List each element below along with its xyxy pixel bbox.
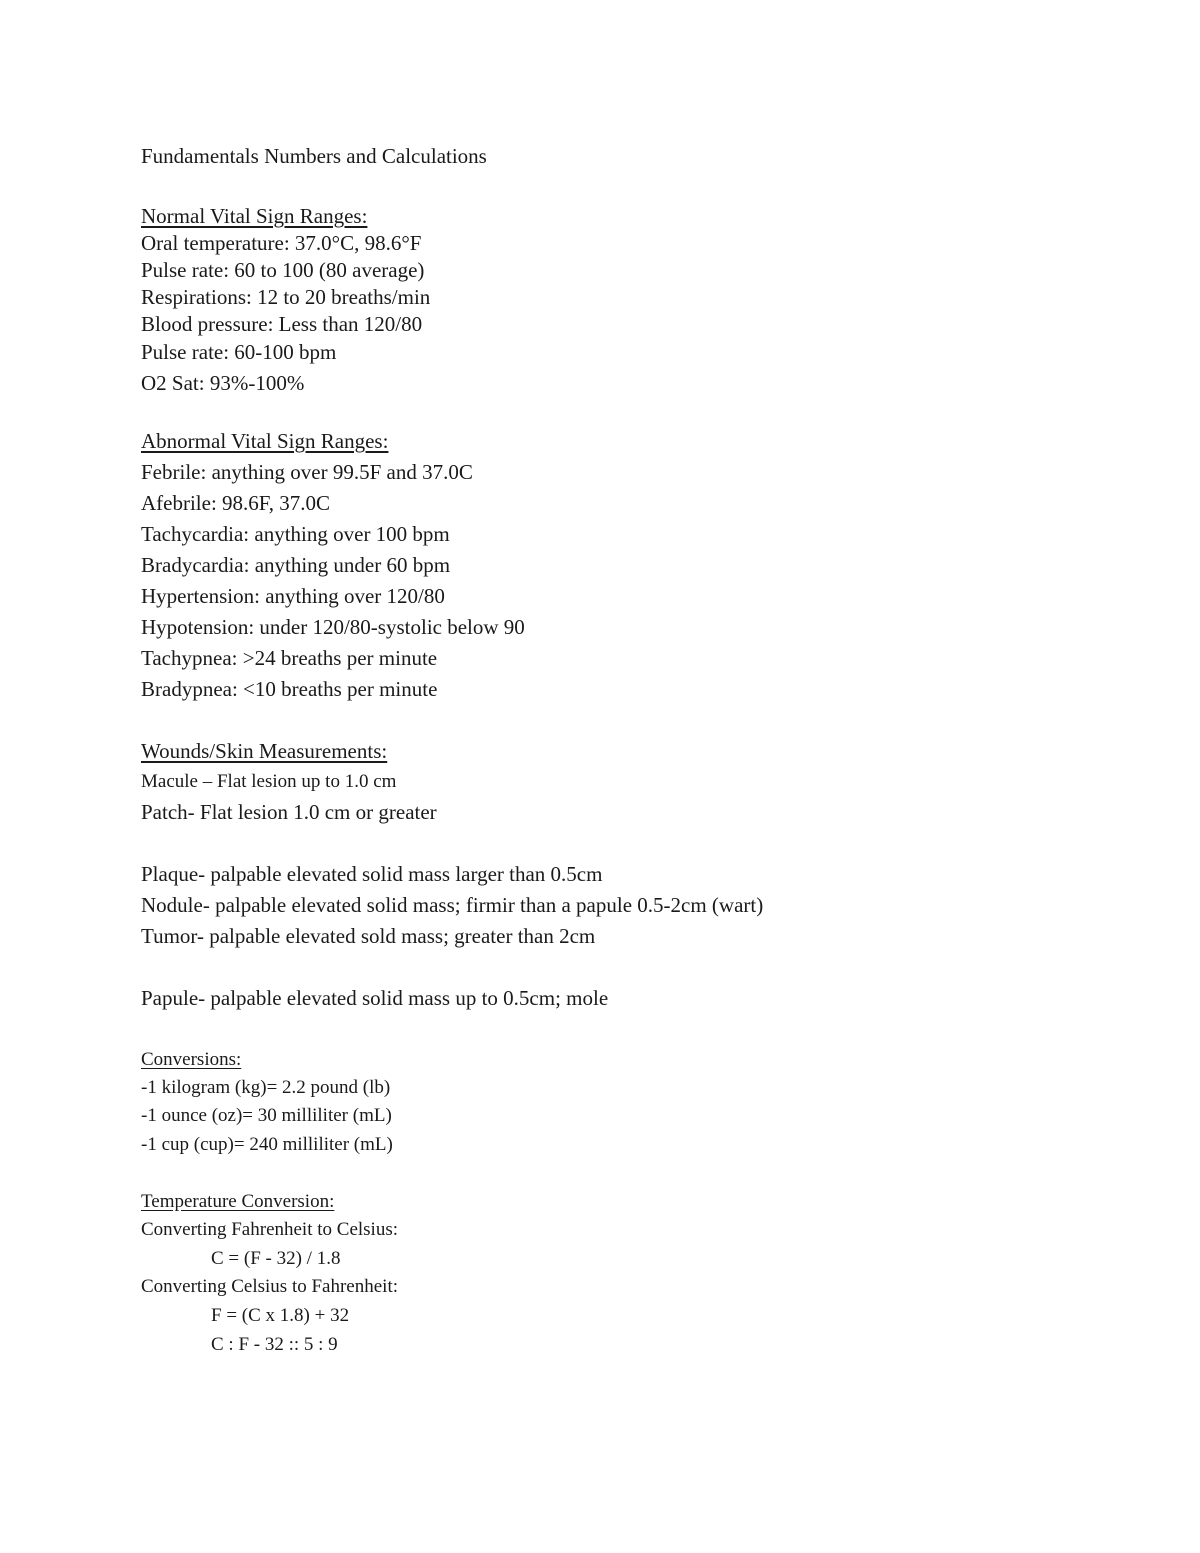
wounds-item: Macule – Flat lesion up to 1.0 cm	[141, 771, 397, 792]
normal-vitals-item: Pulse rate: 60 to 100 (80 average)	[141, 258, 425, 282]
conversions-heading: Conversions:	[141, 1049, 242, 1070]
wounds-item: Papule- palpable elevated solid mass up to 0.5cm; mole	[141, 986, 609, 1010]
ratio-formula: C : F - 32 :: 5 : 9	[211, 1334, 338, 1355]
wounds-item: Nodule- palpable elevated solid mass; firmir than a papule 0.5-2cm (wart)	[141, 893, 764, 917]
f-to-c-label: Converting Fahrenheit to Celsius:	[141, 1219, 399, 1240]
document-title: Fundamentals Numbers and Calculations	[141, 144, 487, 168]
normal-vitals-item: Pulse rate: 60-100 bpm	[141, 340, 337, 364]
normal-vitals-item: Respirations: 12 to 20 breaths/min	[141, 285, 431, 309]
normal-vitals-item: O2 Sat: 93%-100%	[141, 371, 305, 395]
conversions-item: -1 kilogram (kg)= 2.2 pound (lb)	[141, 1077, 391, 1098]
abnormal-vitals-item: Tachypnea: >24 breaths per minute	[141, 646, 438, 670]
abnormal-vitals-heading: Abnormal Vital Sign Ranges:	[141, 429, 389, 453]
normal-vitals-item: Blood pressure: Less than 120/80	[141, 312, 423, 336]
conversions-item: -1 ounce (oz)= 30 milliliter (mL)	[141, 1105, 392, 1126]
f-to-c-formula: C = (F - 32) / 1.8	[211, 1248, 341, 1269]
abnormal-vitals-item: Tachycardia: anything over 100 bpm	[141, 522, 450, 546]
wounds-item: Tumor- palpable elevated sold mass; greater than 2cm	[141, 924, 596, 948]
conversions-item: -1 cup (cup)= 240 milliliter (mL)	[141, 1134, 393, 1155]
c-to-f-label: Converting Celsius to Fahrenheit:	[141, 1276, 399, 1297]
abnormal-vitals-item: Hypotension: under 120/80-systolic below 90	[141, 615, 525, 639]
abnormal-vitals-item: Bradypnea: <10 breaths per minute	[141, 677, 438, 701]
wounds-item: Plaque- palpable elevated solid mass larger than 0.5cm	[141, 862, 603, 886]
c-to-f-formula: F = (C x 1.8) + 32	[211, 1305, 350, 1326]
wounds-heading: Wounds/Skin Measurements:	[141, 739, 388, 763]
abnormal-vitals-item: Afebrile: 98.6F, 37.0C	[141, 491, 331, 515]
abnormal-vitals-item: Hypertension: anything over 120/80	[141, 584, 445, 608]
temperature-heading: Temperature Conversion:	[141, 1191, 335, 1212]
wounds-item: Patch- Flat lesion 1.0 cm or greater	[141, 800, 437, 824]
abnormal-vitals-item: Febrile: anything over 99.5F and 37.0C	[141, 460, 473, 484]
normal-vitals-item: Oral temperature: 37.0°C, 98.6°F	[141, 231, 422, 255]
abnormal-vitals-item: Bradycardia: anything under 60 bpm	[141, 553, 451, 577]
normal-vitals-heading: Normal Vital Sign Ranges:	[141, 204, 368, 228]
